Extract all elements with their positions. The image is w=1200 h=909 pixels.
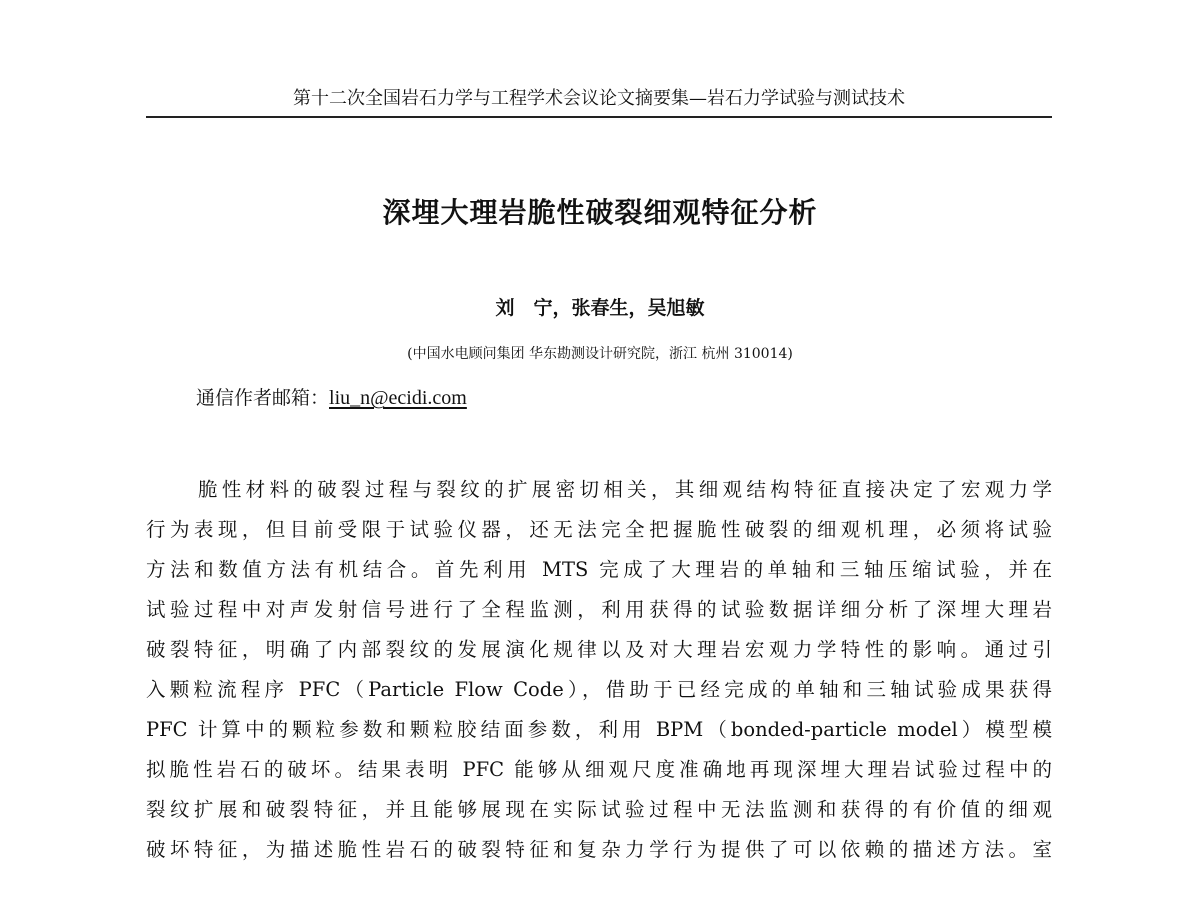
paper-title: 深埋大理岩脆性破裂细观特征分析 <box>382 196 818 229</box>
affiliation: (中国水电顾问集团 华东勘测设计研究院，浙江 杭州 310014) <box>407 346 793 362</box>
abstract-line: 破坏特征，为描述脆性岩石的破裂特征和复杂力学行为提供了可以依赖的描述方法。室 <box>146 838 1052 861</box>
header-rule <box>146 116 1052 118</box>
abstract-line: PFC 计算中的颗粒参数和颗粒胶结面参数，利用 BPM（bonded-particle model）模型模 <box>146 718 1052 741</box>
abstract-line: 破裂特征，明确了内部裂纹的发展演化规律以及对大理岩宏观力学特性的影响。通过引 <box>146 638 1052 661</box>
email-link[interactable]: liu_n@ecidi.com <box>329 387 467 409</box>
abstract-line: 方法和数值方法有机结合。首先利用 MTS 完成了大理岩的单轴和三轴压缩试验，并在 <box>146 558 1052 581</box>
abstract-line: 裂纹扩展和破裂特征，并且能够展现在实际试验过程中无法监测和获得的有价值的细观 <box>146 798 1052 821</box>
abstract-line: 入颗粒流程序 PFC（Particle Flow Code），借助于已经完成的单轴和三轴试验成果获得 <box>146 678 1052 701</box>
abstract-line: 试验过程中对声发射信号进行了全程监测，利用获得的试验数据详细分析了深埋大理岩 <box>146 598 1052 621</box>
correspondence-line <box>196 383 467 410</box>
abstract-line: 行为表现，但目前受限于试验仪器，还无法完全把握脆性破裂的细观机理，必须将试验 <box>146 518 1052 541</box>
email-label: 通信作者邮箱： <box>196 387 330 409</box>
abstract-body <box>146 470 1052 870</box>
running-header: 第十二次全国岩石力学与工程学术会议论文摘要集—岩石力学试验与测试技术 <box>293 88 905 109</box>
authors: 刘 宁，张春生，吴旭敏 <box>495 297 705 319</box>
abstract-line: 脆性材料的破裂过程与裂纹的扩展密切相关，其细观结构特征直接决定了宏观力学 <box>198 478 1052 501</box>
abstract-line: 拟脆性岩石的破坏。结果表明 PFC 能够从细观尺度准确地再现深埋大理岩试验过程中的 <box>146 758 1052 781</box>
